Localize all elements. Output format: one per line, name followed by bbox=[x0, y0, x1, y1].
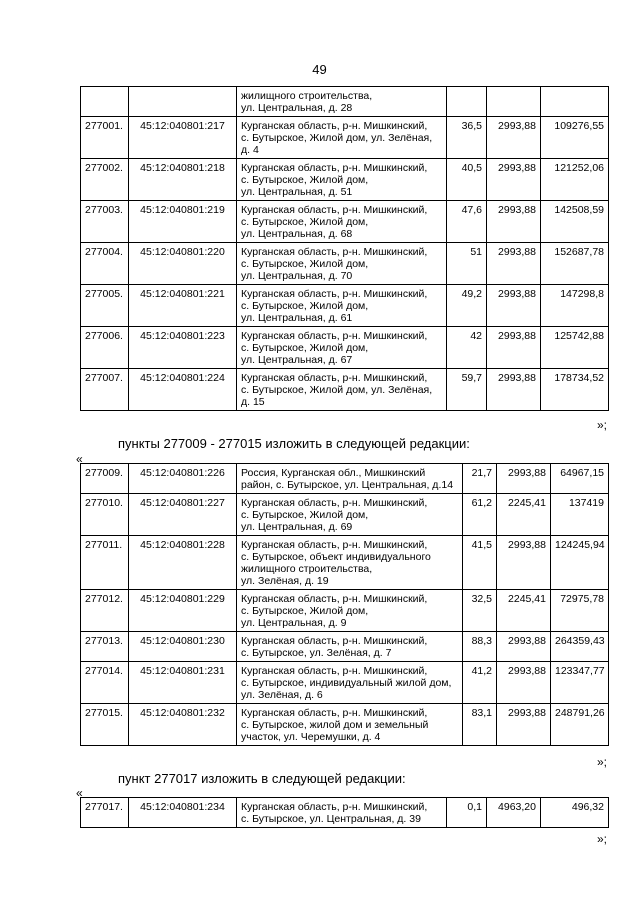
cell-rate: 2993,88 bbox=[487, 159, 541, 201]
cell-rate: 2993,88 bbox=[497, 704, 551, 746]
cell-rate: 2993,88 bbox=[487, 201, 541, 243]
cell-rate: 4963,20 bbox=[487, 798, 541, 828]
cell-rate: 2993,88 bbox=[487, 285, 541, 327]
table-row bbox=[81, 704, 609, 746]
table-row bbox=[81, 117, 609, 159]
cell-value: 137419 bbox=[551, 494, 609, 536]
cell-address: Курганская область, р-н. Мишкинский, с. Бутырское, индивидуальный жилой дом, ул. Зелёная, д. 6 bbox=[237, 662, 463, 704]
cell-row-number: 277004. bbox=[81, 243, 129, 285]
cell-value bbox=[541, 87, 609, 117]
cell-value: 496,32 bbox=[541, 798, 609, 828]
cell-row-number: 277005. bbox=[81, 285, 129, 327]
cell-row-number: 277003. bbox=[81, 201, 129, 243]
table-row bbox=[81, 536, 609, 590]
cell-address: Курганская область, р-н. Мишкинский, с. Бутырское, Жилой дом, ул. Центральная, д. 69 bbox=[237, 494, 463, 536]
cell-value: 123347,77 bbox=[551, 662, 609, 704]
cell-cadastral-number: 45:12:040801:220 bbox=[129, 243, 237, 285]
cell-row-number: 277007. bbox=[81, 369, 129, 411]
cell-address: Курганская область, р-н. Мишкинский, с. Бутырское, жилой дом и земельный участок, ул. Черемушки, д. 4 bbox=[237, 704, 463, 746]
cell-rate: 2245,41 bbox=[497, 590, 551, 632]
cell-rate: 2245,41 bbox=[497, 494, 551, 536]
table-row bbox=[81, 243, 609, 285]
cell-area: 49,2 bbox=[447, 285, 487, 327]
cell-address: Курганская область, р-н. Мишкинский, с. Бутырское, Жилой дом, ул. Зелёная, д. 4 bbox=[237, 117, 447, 159]
cell-value: 109276,55 bbox=[541, 117, 609, 159]
cell-row-number: 277013. bbox=[81, 632, 129, 662]
cell-area: 32,5 bbox=[463, 590, 497, 632]
cell-cadastral-number: 45:12:040801:224 bbox=[129, 369, 237, 411]
cell-cadastral-number: 45:12:040801:219 bbox=[129, 201, 237, 243]
cell-area: 88,3 bbox=[463, 632, 497, 662]
cell-rate: 2993,88 bbox=[497, 536, 551, 590]
cell-area: 51 bbox=[447, 243, 487, 285]
closing-quote-2: »; bbox=[597, 755, 608, 769]
cell-row-number: 277017. bbox=[81, 798, 129, 828]
cell-cadastral-number: 45:12:040801:231 bbox=[129, 662, 237, 704]
opening-quote-3: « bbox=[76, 786, 83, 800]
cell-value: 248791,26 bbox=[551, 704, 609, 746]
closing-quote-1: »; bbox=[597, 418, 608, 432]
cell-row-number: 277011. bbox=[81, 536, 129, 590]
cell-value: 72975,78 bbox=[551, 590, 609, 632]
cell-rate: 2993,88 bbox=[497, 632, 551, 662]
cell-address: жилищного строительства, ул. Центральная, д. 28 bbox=[237, 87, 447, 117]
cell-row-number: 277009. bbox=[81, 464, 129, 494]
cell-area: 41,2 bbox=[463, 662, 497, 704]
cell-row-number bbox=[81, 87, 129, 117]
cell-area: 21,7 bbox=[463, 464, 497, 494]
closing-quote-3: »; bbox=[597, 832, 608, 846]
cell-rate bbox=[487, 87, 541, 117]
paragraph-1: пункты 277009 - 277015 изложить в следующей редакции: bbox=[118, 436, 470, 451]
cell-cadastral-number: 45:12:040801:229 bbox=[129, 590, 237, 632]
cell-area bbox=[447, 87, 487, 117]
cell-value: 124245,94 bbox=[551, 536, 609, 590]
cell-rate: 2993,88 bbox=[487, 369, 541, 411]
cell-address: Курганская область, р-н. Мишкинский, с. Бутырское, Жилой дом, ул. Центральная, д. 51 bbox=[237, 159, 447, 201]
table-row bbox=[81, 201, 609, 243]
cell-address: Курганская область, р-н. Мишкинский, с. Бутырское, Жилой дом, ул. Центральная, д. 61 bbox=[237, 285, 447, 327]
cell-cadastral-number: 45:12:040801:232 bbox=[129, 704, 237, 746]
table-2 bbox=[80, 463, 609, 746]
cell-row-number: 277010. bbox=[81, 494, 129, 536]
cell-rate: 2993,88 bbox=[487, 243, 541, 285]
cell-cadastral-number: 45:12:040801:230 bbox=[129, 632, 237, 662]
cell-address: Курганская область, р-н. Мишкинский, с. Бутырское, Жилой дом, ул. Центральная, д. 9 bbox=[237, 590, 463, 632]
cell-address: Курганская область, р-н. Мишкинский, с. Бутырское, Жилой дом, ул. Центральная, д. 70 bbox=[237, 243, 447, 285]
table-row bbox=[81, 285, 609, 327]
cell-row-number: 277014. bbox=[81, 662, 129, 704]
cell-cadastral-number: 45:12:040801:221 bbox=[129, 285, 237, 327]
cell-area: 61,2 bbox=[463, 494, 497, 536]
cell-cadastral-number: 45:12:040801:226 bbox=[129, 464, 237, 494]
cell-rate: 2993,88 bbox=[497, 464, 551, 494]
cell-address: Курганская область, р-н. Мишкинский, с. Бутырское, Жилой дом, ул. Зелёная, д. 15 bbox=[237, 369, 447, 411]
cell-address: Курганская область, р-н. Мишкинский, с. Бутырское, Жилой дом, ул. Центральная, д. 67 bbox=[237, 327, 447, 369]
cell-cadastral-number: 45:12:040801:234 bbox=[129, 798, 237, 828]
cell-area: 41,5 bbox=[463, 536, 497, 590]
cell-rate: 2993,88 bbox=[487, 327, 541, 369]
cell-area: 83,1 bbox=[463, 704, 497, 746]
table-1 bbox=[80, 86, 609, 411]
cell-value: 178734,52 bbox=[541, 369, 609, 411]
table-row bbox=[81, 494, 609, 536]
cell-row-number: 277015. bbox=[81, 704, 129, 746]
page-number: 49 bbox=[312, 62, 327, 77]
cell-value: 121252,06 bbox=[541, 159, 609, 201]
table-row bbox=[81, 369, 609, 411]
cell-area: 59,7 bbox=[447, 369, 487, 411]
cell-row-number: 277012. bbox=[81, 590, 129, 632]
cell-cadastral-number: 45:12:040801:218 bbox=[129, 159, 237, 201]
cell-area: 0,1 bbox=[447, 798, 487, 828]
cell-cadastral-number: 45:12:040801:228 bbox=[129, 536, 237, 590]
cell-cadastral-number: 45:12:040801:223 bbox=[129, 327, 237, 369]
table-row bbox=[81, 159, 609, 201]
table-row bbox=[81, 464, 609, 494]
cell-cadastral-number: 45:12:040801:217 bbox=[129, 117, 237, 159]
paragraph-2: пункт 277017 изложить в следующей редакции: bbox=[118, 771, 406, 786]
cell-value: 152687,78 bbox=[541, 243, 609, 285]
cell-value: 64967,15 bbox=[551, 464, 609, 494]
cell-address: Россия, Курганская обл., Мишкинский район, с. Бутырское, ул. Центральная, д.14 bbox=[237, 464, 463, 494]
cell-row-number: 277002. bbox=[81, 159, 129, 201]
cell-area: 40,5 bbox=[447, 159, 487, 201]
cell-address: Курганская область, р-н. Мишкинский, с. Бутырское, объект индивидуального жилищного строительства, ул. Зелёная, д. 19 bbox=[237, 536, 463, 590]
cell-address: Курганская область, р-н. Мишкинский, с. Бутырское, ул. Зелёная, д. 7 bbox=[237, 632, 463, 662]
cell-row-number: 277001. bbox=[81, 117, 129, 159]
cell-rate: 2993,88 bbox=[497, 662, 551, 704]
cell-value: 264359,43 bbox=[551, 632, 609, 662]
cell-value: 142508,59 bbox=[541, 201, 609, 243]
cell-rate: 2993,88 bbox=[487, 117, 541, 159]
cell-address: Курганская область, р-н. Мишкинский, с. Бутырское, ул. Центральная, д. 39 bbox=[237, 798, 447, 828]
cell-cadastral-number: 45:12:040801:227 bbox=[129, 494, 237, 536]
table-3 bbox=[80, 797, 609, 828]
cell-area: 42 bbox=[447, 327, 487, 369]
table-row bbox=[81, 87, 609, 117]
cell-value: 125742,88 bbox=[541, 327, 609, 369]
cell-area: 47,6 bbox=[447, 201, 487, 243]
table-row bbox=[81, 798, 609, 828]
table-row bbox=[81, 662, 609, 704]
table-row bbox=[81, 632, 609, 662]
table-row bbox=[81, 590, 609, 632]
cell-row-number: 277006. bbox=[81, 327, 129, 369]
table-row bbox=[81, 327, 609, 369]
cell-cadastral-number bbox=[129, 87, 237, 117]
cell-area: 36,5 bbox=[447, 117, 487, 159]
cell-value: 147298,8 bbox=[541, 285, 609, 327]
cell-address: Курганская область, р-н. Мишкинский, с. Бутырское, Жилой дом, ул. Центральная, д. 68 bbox=[237, 201, 447, 243]
opening-quote-2: « bbox=[76, 452, 83, 466]
